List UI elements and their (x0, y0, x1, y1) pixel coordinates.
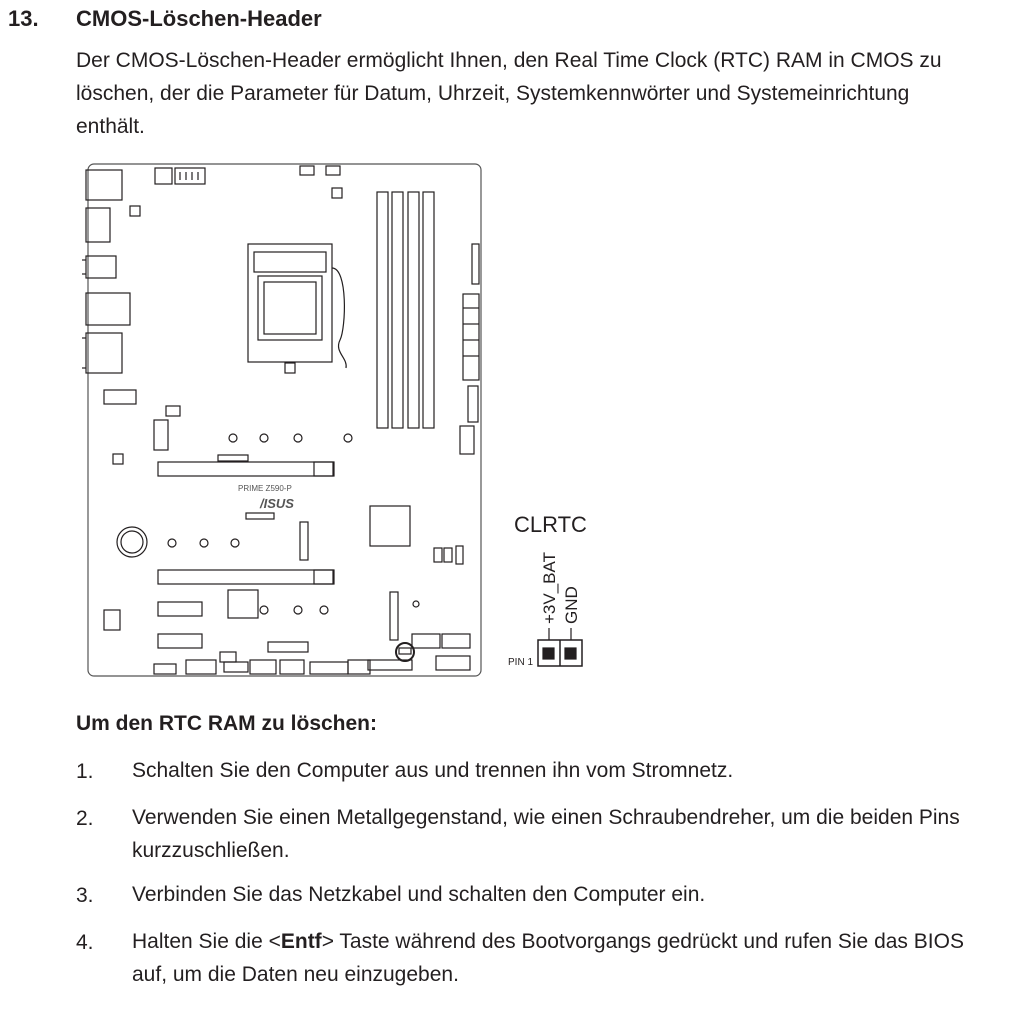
step-text-post: > Taste während des Bootvorgangs gedrückt und rufen Sie das BIOS auf, um die Daten neu einzugeben. (132, 930, 964, 986)
dimm-slot (423, 192, 434, 428)
section-number: 13. (8, 6, 39, 31)
step-text (132, 925, 1002, 991)
procedure-heading: Um den RTC RAM zu löschen: (76, 712, 378, 735)
dimm-slot (392, 192, 403, 428)
pcie-slot (158, 570, 333, 584)
pin1-label: PIN 1 (508, 657, 534, 668)
board-outline (88, 164, 481, 676)
dimm-slot (377, 192, 388, 428)
pin-label-3v-bat: +3V_BAT (540, 552, 559, 624)
step-number: 2. (76, 807, 94, 830)
pcie-slot (158, 462, 333, 476)
clrtc-title: CLRTC (514, 512, 587, 537)
step-text: Schalten Sie den Computer aus und trennen ihn vom Stromnetz. (132, 759, 734, 782)
step-text-pre: Halten Sie die < (132, 930, 281, 953)
step-number: 1. (76, 760, 94, 783)
clrtc-header (538, 628, 582, 666)
step-number: 3. (76, 884, 94, 907)
section-title: CMOS-Löschen-Header (76, 6, 322, 31)
step-number: 4. (76, 931, 94, 954)
dimm-slot (408, 192, 419, 428)
key-entf: Entf (280, 930, 322, 953)
motherboard-diagram (78, 158, 618, 693)
cpu-socket (248, 244, 332, 362)
section-intro: Der CMOS-Löschen-Header ermöglicht Ihnen, den Real Time Clock (RTC) RAM in CMOS zu löschen, der die Parameter für Datum, Uhrzeit, Systemkennwörter und Systemeinrichtung enthält. (76, 49, 942, 138)
board-model-label: PRIME Z590-P (238, 484, 292, 493)
brand-logo: /ISUS (260, 496, 294, 511)
step-text: Verbinden Sie das Netzkabel und schalten den Computer ein. (132, 883, 706, 906)
step-text: Verwenden Sie einen Metallgegenstand, wie einen Schraubendreher, um die beiden Pins kurzzuschließen. (132, 806, 960, 862)
pin-label-gnd: GND (562, 586, 581, 624)
